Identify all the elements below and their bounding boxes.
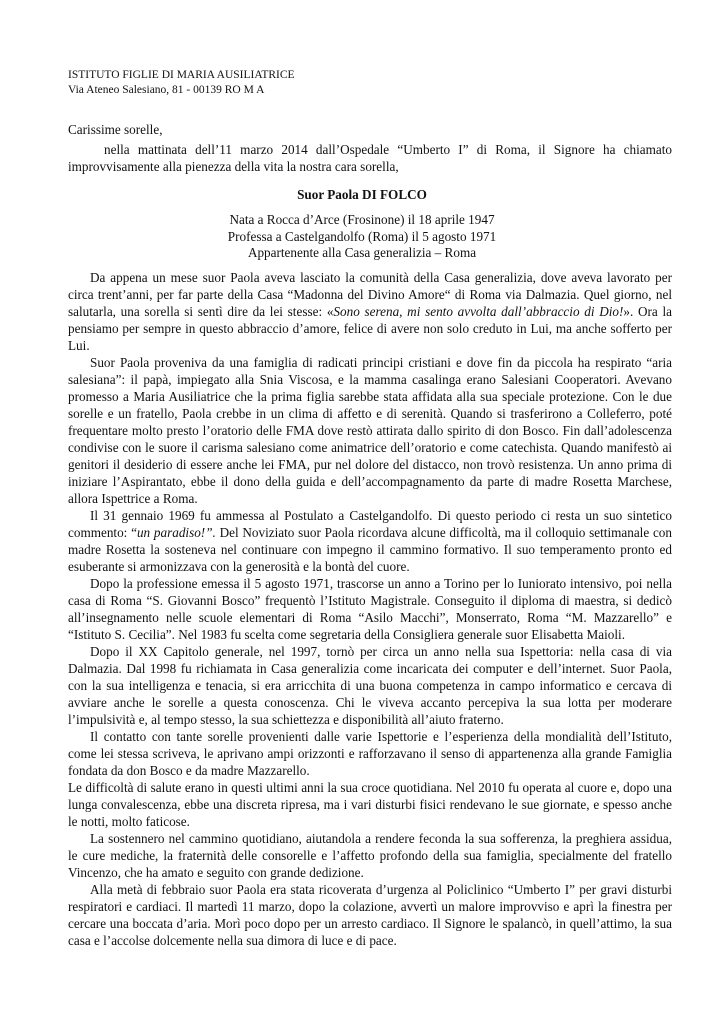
deceased-name: Suor Paola DI FOLCO — [297, 187, 427, 202]
paragraph-1 — [68, 269, 672, 354]
obituary-body — [68, 269, 672, 949]
profession-info: Professa a Castelgandolfo (Roma) il 5 agosto 1971 — [227, 228, 497, 244]
greeting: Carissime sorelle, — [68, 122, 163, 137]
birth-info: Nata a Rocca d’Arce (Frosinone) il 18 aprile 1947 — [229, 212, 495, 227]
intro-text: nella mattinata dell’11 marzo 2014 dall’Ospedale “Umberto I” di Roma, il Signore ha chiamato improvvisamente alla pienezza della vita la nostra cara sorella, — [68, 142, 672, 174]
paragraph-4: Dopo la professione emessa il 5 agosto 1971, trascorse un anno a Torino per lo Iuniorato intensivo, poi nella casa di Roma “S. Giovanni Bosco” frequentò l’Istituto Magistrale. Conseguito il diploma di maestra, si dedicò all’insegnamento nelle scuole elementari di Roma “Asilo Macchi”, Monserrato, Roma “M. Mazzarello” e “Istituto S. Cecilia”. Nel 1983 fu scelta come segretaria della Consigliera generale suor Elisabetta Maioli. — [68, 576, 672, 642]
paragraph-9: Alla metà di febbraio suor Paola era stata ricoverata d’urgenza al Policlinico “Umberto I” per gravi disturbi respiratori e cardiaci. Il martedì 11 marzo, dopo la colazione, avvertì un malore improvviso e aprì la finestra per cercare una boccata d’aria. Morì poco dopo per un arresto cardiaco. Il Signore le spalancò, in quell’attimo, la sua casa e l’accolse dolcemente nella sua dimora di luce e di pace. — [68, 882, 672, 948]
paragraph-7: Le difficoltà di salute erano in questi ultimi anni la sua croce quotidiana. Nel 2010 fu operata al cuore e, dopo una lunga convalescenza, ebbe una discreta ripresa, ma i vari disturbi fisici rendevano le sue giornate, e spesso anche le notti, molto faticose. — [68, 780, 672, 829]
paragraph-2: Suor Paola proveniva da una famiglia di radicati principi cristiani e dove fin da piccola ha respirato “aria salesiana”: il papà, impiegato alla Snia Viscosa, e la mamma casalinga erano Salesiani Cooperatori. Avevano promesso a Maria Ausiliatrice che la prima figlia sarebbe stata affidata alla sua speciale protezione. Con le due sorelle e un fratello, Paola crebbe in un clima di affetto e di serenità. Quando si trasferirono a Colleferro, poté frequentare molto presto l’oratorio delle FMA dove restò attirata dallo spirito di don Bosco. Fin dall’adolescenza condivise con le suore il carisma salesiano come animatrice dell’oratorio e come catechista. Quando manifestò ai genitori il desiderio di essere anche lei FMA, pur nel dolore del distacco, non trovò resistenza. Un anno prima di iniziare l’Aspirantato, ebbe il dono della guida e dell’accompagnamento da parte di madre Rosetta Marchese, allora Ispettrice a Roma. — [68, 355, 672, 506]
paragraph-3-end: Del Noviziato suor Paola ricordava alcune difficoltà, ma il colloquio settimanale con madre Rosetta la sosteneva nel continuare con impegno il cammino formativo. Il suo temperamento pronto ed esuberante si armonizzava con la generosità e la bontà del cuore. — [68, 525, 672, 574]
paragraph-8: La sostennero nel cammino quotidiano, aiutandola a rendere feconda la sua sofferenza, la preghiera assidua, le cure mediche, la fraternità delle consorelle e l’affetto profondo della sua famiglia, specialmente del fratello Vincenzo, che ha amato e seguito con grande dedizione. — [68, 831, 672, 880]
paragraph-3-quote: un paradiso!”. — [136, 525, 216, 540]
letterhead — [68, 68, 295, 98]
paragraph-5: Dopo il XX Capitolo generale, nel 1997, tornò per circa un anno nella sua Ispettoria: nella casa di via Dalmazia. Dal 1998 fu richiamata in Casa generalizia come incaricata dei computer e dell’internet. Suor Paola, con la sua intelligenza e tenacia, si era arricchita di una buona competenza in campo informatico e cercava di avviare anche le sorelle a questa conoscenza. Chi le viveva accanto percepiva la sua lotta per moderare l’impulsività e, al tempo stesso, la sua schiettezza e disponibilità all’aiuto fraterno. — [68, 644, 672, 727]
community-info: Appartenente alla Casa generalizia – Roma — [247, 245, 477, 260]
paragraph-1-quote: Sono serena, mi sento avvolta dall’abbraccio di Dio! — [333, 304, 624, 319]
biographical-info — [0, 212, 724, 262]
institute-name: ISTITUTO FIGLIE DI MARIA AUSILIATRICE — [68, 69, 295, 81]
paragraph-3 — [68, 507, 672, 575]
paragraph-1-start: Da appena un mese suor Paola aveva lasciato la comunità della Casa generalizia, dove aveva lavorato per circa trent’anni, per far parte della Casa “Madonna del Divino Amore“ di Roma via Dalmazia. Quel giorno, nel salutarla, una sorella si sentì dire da lei stesse: « — [68, 270, 672, 319]
institute-address: Via Ateneo Salesiano, 81 - 00139 RO M A — [68, 84, 265, 96]
paragraph-3-start: Il 31 gennaio 1969 fu ammessa al Postulato a Castelgandolfo. Di questo periodo ci resta un suo sintetico commento: “ — [68, 508, 672, 540]
paragraph-6: Il contatto con tante sorelle provenienti dalle varie Ispettorie e l’esperienza della mondialità dell’Istituto, come lei stessa scriveva, le aprivano ampi orizzonti e rafforzavano il senso di appartenenza alla grande Famiglia fondata da don Bosco e da madre Mazzarello. — [68, 729, 672, 778]
intro-paragraph — [68, 141, 672, 175]
paragraph-1-end: ». Ora la pensiamo per sempre in questo abbraccio d’amore, felice di avere non solo creduto in Lui, ma anche sofferto per Lui. — [68, 304, 672, 353]
